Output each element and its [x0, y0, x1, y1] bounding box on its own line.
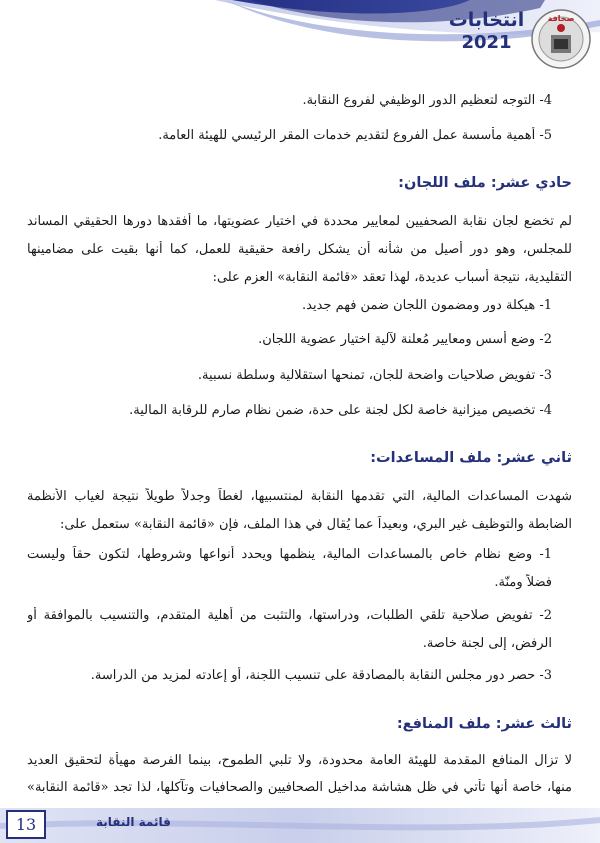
list-item-continuation: الرفض، إلى لجنة خاصة.: [422, 636, 552, 651]
section-heading-benefits: ثالث عشر: ملف المنافع:: [396, 716, 572, 732]
paragraph-line: التقليدية، نتيجة أسباب عديدة، لهذا تعقد «قائمة النقابة» العزم على:: [212, 270, 572, 285]
list-item-continuation: فضلاً ومنّة.: [494, 575, 552, 590]
paragraph-line: لم تخضع لجان نقابة الصحفيين لمعايير محددة في اختيار عضويتها، ما أفقدها دورها الحقيقي المساند: [27, 214, 572, 229]
footer-label: قائمة النقابة: [96, 815, 171, 829]
paragraph-line: شهدت المساعدات المالية، التي تقدمها النقابة لمنتسبيها، لغطاً وجدلاً طويلاً نتيجة لغياب الأنظمة: [27, 489, 572, 504]
list-item: 2- وضع أسس ومعايير مُعلنة لآلية اختيار عضوية اللجان.: [258, 332, 552, 347]
section-heading-assistance: ثاني عشر: ملف المساعدات:: [370, 450, 572, 466]
logo-text: صحافة: [547, 14, 575, 23]
list-item: 3- تفويض صلاحيات واضحة للجان، تمنحها استقلالية وسلطة نسبية.: [197, 368, 552, 383]
list-item: 4- تخصيص ميزانية خاصة لكل لجنة على حدة، ضمن نظام صارم للرقابة المالية.: [129, 403, 552, 418]
header-title-year: 2021: [461, 32, 512, 53]
list-item: 1- هيكلة دور ومضمون اللجان ضمن فهم جديد.: [302, 298, 552, 313]
paragraph-line: منها، خاصة أنها تأتي في ظل هشاشة مداخيل الصحافيين والصحافيات وتآكلها، لذا تجد «قائمة النقابة»: [27, 780, 572, 795]
footer-bar: [0, 808, 600, 843]
section-heading-committees: حادي عشر: ملف اللجان:: [398, 175, 572, 191]
header-title-line1: انتخابات: [448, 9, 525, 31]
paragraph-line: الضابطة والتوظيف غير البري، وبعيداً عما يُقال في هذا الملف، فإن «قائمة النقابة» ستعمل على:: [59, 517, 572, 532]
page-number: 13: [6, 810, 46, 839]
list-item: 1- وضع نظام خاص بالمساعدات المالية، ينظمها ويحدد أنواعها وشروطها، لتكون حقاً وليست: [27, 547, 552, 562]
list-item: 5- أهمية مأسسة عمل الفروع لتقديم خدمات المقر الرئيسي للهيئة العامة.: [158, 128, 552, 143]
list-item: 4- التوجه لتعظيم الدور الوظيفي لفروع النقابة.: [302, 93, 552, 108]
header-title: [439, 8, 534, 54]
paragraph-line: للمجلس، وهو دور أصيل من شأنه أن يشكل رافعة حقيقية للعمل، كما أنها بقيت على مضامينها: [27, 242, 572, 257]
list-item: 2- تفويض صلاحية تلقي الطلبات، ودراستها، والتثبت من أهلية المتقدم، والتنسيب بالموافقة أو: [27, 608, 552, 623]
list-item: 3- حصر دور مجلس النقابة بالمصادقة على تنسيب اللجنة، أو إعادته لمزيد من الدراسة.: [90, 668, 552, 683]
paragraph-line: لا تزال المنافع المقدمة للهيئة العامة محدودة، ولا تلبي الطموح، بينما الفرصة مهيأة لتحقيق العديد: [27, 753, 572, 768]
